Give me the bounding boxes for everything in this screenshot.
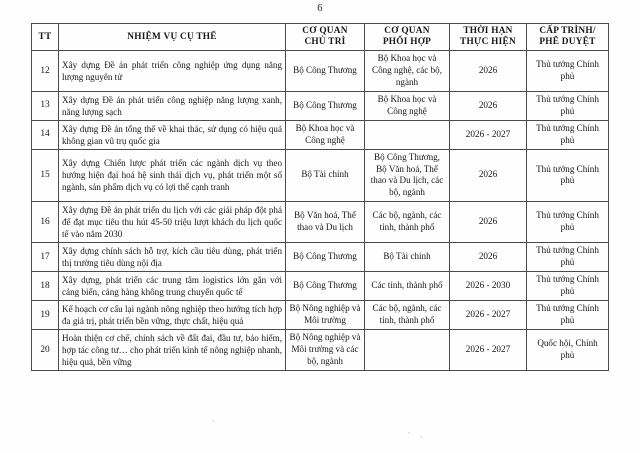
- cell-approval-level: Thủ tướng Chính phủ: [527, 149, 609, 201]
- cell-approval-level: Thủ tướng Chính phủ: [527, 301, 609, 330]
- header-deadline: [450, 24, 527, 51]
- cell-lead-agency: Bộ Công Thương: [286, 91, 365, 120]
- table-row: [32, 202, 609, 243]
- cell-lead-agency: Bộ Công Thương: [286, 243, 365, 272]
- cell-lead-agency: Bộ Công Thương: [286, 272, 365, 301]
- cell-tt: 13: [32, 91, 59, 120]
- header-approve-line2: PHÊ DUYỆT: [539, 37, 596, 48]
- cell-coop-agency: Các tỉnh, thành phố: [365, 272, 450, 301]
- header-approve-line1: CẤP TRÌNH/: [539, 26, 596, 36]
- cell-approval-level: Thủ tướng Chính phủ: [527, 51, 609, 91]
- cell-deadline: 2026 - 2027: [450, 301, 527, 330]
- cell-tt: 19: [32, 301, 59, 330]
- task-table: [31, 23, 609, 371]
- header-row: [32, 24, 609, 51]
- cell-lead-agency: Bộ Công Thương: [286, 51, 365, 91]
- cell-lead-agency: Bộ Nông nghiệp và Môi trường và các bộ, ngành: [286, 330, 365, 371]
- cell-coop-agency: [365, 120, 450, 149]
- cell-approval-level: Quốc hội, Chính phủ: [527, 330, 609, 371]
- cell-approval-level: Thủ tướng Chính phủ: [527, 91, 609, 120]
- scan-artifact-dot-2: [420, 436, 422, 438]
- cell-approval-level: Thủ tướng Chính phủ: [527, 120, 609, 149]
- cell-tt: 20: [32, 330, 59, 371]
- cell-task: Xây dựng Đề án phát triển công nghiệp ứng dụng năng lượng nguyên tử: [59, 51, 286, 91]
- page-number: 6: [317, 3, 323, 14]
- cell-lead-agency: Bộ Văn hoá, Thể thao và Du lịch: [286, 202, 365, 243]
- cell-task: Xây dựng Đề án phát triển du lịch với các giải pháp đột phá để đạt mục tiêu thu hút 45-50 triệu lượt khách du lịch quốc tế vào năm 2030: [59, 202, 286, 243]
- cell-deadline: 2026: [450, 91, 527, 120]
- table-row: [32, 120, 609, 149]
- table-body: [32, 51, 609, 371]
- header-lead-line1: CƠ QUAN: [302, 26, 348, 36]
- cell-tt: 16: [32, 202, 59, 243]
- cell-lead-agency: Bộ Nông nghiệp và Môi trường: [286, 301, 365, 330]
- cell-task: Hoàn thiện cơ chế, chính sách về đất đai, đầu tư, bảo hiểm, hợp tác công tư… cho phát triển kinh tế nông nghiệp nhanh, hiệu quả, bền vững: [59, 330, 286, 371]
- header-time-line2: THỰC HIỆN: [460, 37, 516, 48]
- table-header: [32, 24, 609, 51]
- cell-deadline: 2026: [450, 51, 527, 91]
- header-approval-level: [527, 24, 609, 51]
- cell-coop-agency: [365, 330, 450, 371]
- cell-lead-agency: Bộ Khoa học và Công nghệ: [286, 120, 365, 149]
- cell-tt: 12: [32, 51, 59, 91]
- cell-tt: 14: [32, 120, 59, 149]
- cell-coop-agency: Bộ Tài chính: [365, 243, 450, 272]
- scan-artifact-dot-1: [408, 432, 410, 434]
- table-row: [32, 51, 609, 91]
- cell-task: Kế hoạch cơ cấu lại ngành nông nghiệp theo hướng tích hợp đa giá trị, phát triển bền vững, thực chất, hiệu quả: [59, 301, 286, 330]
- header-lead-line2: CHỦ TRÌ: [304, 37, 346, 48]
- cell-deadline: 2026: [450, 149, 527, 201]
- cell-coop-agency: Các bộ, ngành, các tỉnh, thành phố: [365, 301, 450, 330]
- scan-artifact-dot-3: [212, 420, 214, 422]
- header-task: NHIỆM VỤ CỤ THỂ: [59, 24, 286, 51]
- cell-coop-agency: Các bộ, ngành, các tỉnh, thành phố: [365, 202, 450, 243]
- cell-deadline: 2026 - 2030: [450, 272, 527, 301]
- table-row: [32, 243, 609, 272]
- cell-task: Xây dựng Đề án tổng thể về khai thác, sử dụng có hiệu quả không gian vũ trụ quốc gia: [59, 120, 286, 149]
- header-coop-line2: PHỐI HỢP: [382, 37, 432, 48]
- cell-approval-level: Thủ tướng Chính phủ: [527, 202, 609, 243]
- cell-task: Xây dựng chính sách hỗ trợ, kích cầu tiêu dùng, phát triển thị trường tiêu dùng nội địa: [59, 243, 286, 272]
- header-tt: TT: [32, 24, 59, 51]
- cell-approval-level: Thủ tướng Chính phủ: [527, 243, 609, 272]
- header-lead-agency: [286, 24, 365, 51]
- cell-lead-agency: Bộ Tài chính: [286, 149, 365, 201]
- cell-deadline: 2026 - 2027: [450, 120, 527, 149]
- cell-task: Xây dựng Chiến lược phát triển các ngành dịch vụ theo hướng hiện đại hoá hệ sinh thái dịch vụ, phát triển một số ngành, sản phẩm dịch vụ có lợi thế cạnh tranh: [59, 149, 286, 201]
- cell-tt: 18: [32, 272, 59, 301]
- header-time-line1: THỜI HẠN: [463, 26, 513, 36]
- cell-tt: 15: [32, 149, 59, 201]
- header-coop-line1: CƠ QUAN: [384, 26, 430, 36]
- cell-coop-agency: Bộ Khoa học và Công nghệ: [365, 91, 450, 120]
- cell-coop-agency: Bộ Công Thương, Bộ Văn hoá, Thể thao và Du lịch, các bộ, ngành: [365, 149, 450, 201]
- table-row: [32, 149, 609, 201]
- cell-deadline: 2026 - 2027: [450, 330, 527, 371]
- cell-deadline: 2026: [450, 243, 527, 272]
- table-row: [32, 272, 609, 301]
- table-row: [32, 301, 609, 330]
- cell-tt: 17: [32, 243, 59, 272]
- header-coop-agency: [365, 24, 450, 51]
- cell-task: Xây dựng, phát triển các trung tâm logistics lớn gắn với cảng biển, cảng hàng không trung chuyển quốc tế: [59, 272, 286, 301]
- table-row: [32, 330, 609, 371]
- cell-approval-level: Thủ tướng Chính phủ: [527, 272, 609, 301]
- table-row: [32, 91, 609, 120]
- cell-deadline: 2026: [450, 202, 527, 243]
- cell-coop-agency: Bộ Khoa học và Công nghệ, các bộ, ngành: [365, 51, 450, 91]
- task-table-container: [31, 23, 608, 371]
- cell-task: Xây dựng Đề án phát triển công nghiệp năng lượng xanh, năng lượng sạch: [59, 91, 286, 120]
